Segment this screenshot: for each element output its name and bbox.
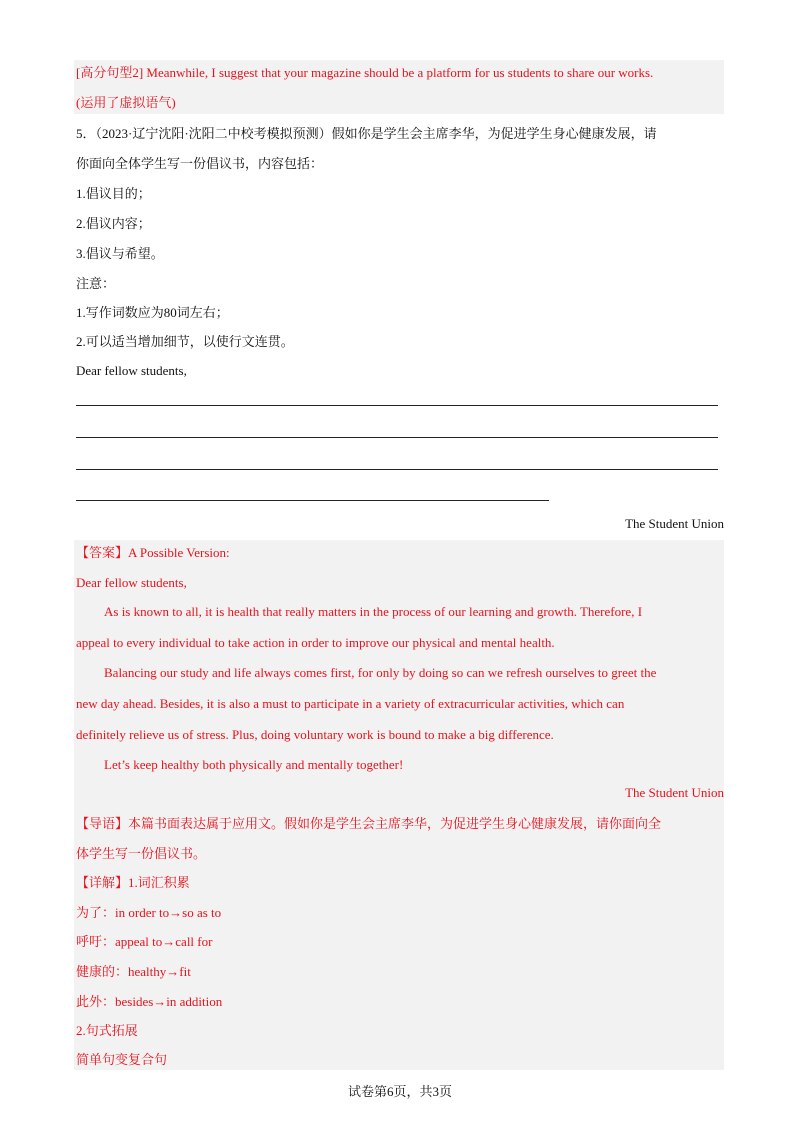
question-line-1: 5．（2023·辽宁沈阳·沈阳二中校考模拟预测）假如你是学生会主席李华，为促进学生身心健康发展，请 bbox=[76, 126, 657, 141]
vocab-item: 健康的：healthy→fit bbox=[76, 964, 191, 979]
answer-salutation: Dear fellow students, bbox=[76, 575, 187, 590]
vocab-item: 呼吁：appeal to→call for bbox=[76, 934, 213, 949]
note-label: 注意： bbox=[76, 276, 116, 291]
answer-paragraph-3: Let’s keep healthy both physically and mentally together! bbox=[104, 757, 404, 772]
writing-line bbox=[76, 405, 718, 406]
question-item-2: 2.倡议内容； bbox=[76, 216, 151, 231]
sentence-pattern-note: (运用了虚拟语气) bbox=[76, 95, 176, 110]
answer-paragraph-1-line-1: As is known to all, it is health that really matters in the process of our learning and growth. Therefore, I bbox=[104, 604, 643, 619]
detail-section-2-sub: 简单句变复合句 bbox=[76, 1052, 168, 1067]
question-item-3: 3.倡议与希望。 bbox=[76, 246, 164, 261]
note-1: 1.写作词数应为80词左右； bbox=[76, 305, 229, 320]
answer-paragraph-2-line-1: Balancing our study and life always comes first, for only by doing so can we refresh ourselves to greet the bbox=[104, 665, 657, 680]
answer-label: 【答案】A Possible Version: bbox=[76, 545, 230, 560]
detail-section-2: 2.句式拓展 bbox=[76, 1023, 138, 1038]
guide-line-2: 体学生写一份倡议书。 bbox=[76, 846, 207, 861]
answer-paragraph-1-line-2: appeal to every individual to take action in order to improve our physical and mental health. bbox=[76, 635, 555, 650]
question-item-1: 1.倡议目的； bbox=[76, 186, 151, 201]
sentence-pattern-line: [高分句型2] Meanwhile, I suggest that your magazine should be a platform for us students to share our works. bbox=[76, 65, 654, 80]
answer-paragraph-2-line-3: definitely relieve us of stress. Plus, doing voluntary work is bound to make a big difference. bbox=[76, 727, 554, 742]
answer-paragraph-2-line-2: new day ahead. Besides, it is also a must to participate in a variety of extracurricular activities, which can bbox=[76, 696, 625, 711]
question-line-2: 你面向全体学生写一份倡议书，内容包括： bbox=[76, 156, 324, 171]
writing-line bbox=[76, 469, 718, 470]
vocab-item: 此外：besides→in addition bbox=[76, 994, 223, 1009]
question-signature: The Student Union bbox=[625, 516, 724, 531]
note-2: 2.可以适当增加细节，以使行文连贯。 bbox=[76, 334, 294, 349]
answer-signature: The Student Union bbox=[625, 785, 724, 800]
writing-line bbox=[76, 500, 549, 501]
guide-line-1: 【导语】本篇书面表达属于应用文。假如你是学生会主席李华，为促进学生身心健康发展，请你面向全 bbox=[76, 816, 662, 831]
writing-line bbox=[76, 437, 718, 438]
vocab-item: 为了：in order to→so as to bbox=[76, 905, 222, 920]
detail-label: 【详解】1.词汇积累 bbox=[76, 875, 190, 890]
question-salutation: Dear fellow students, bbox=[76, 363, 187, 378]
page-footer: 试卷第6页，共3页 bbox=[347, 1084, 452, 1099]
